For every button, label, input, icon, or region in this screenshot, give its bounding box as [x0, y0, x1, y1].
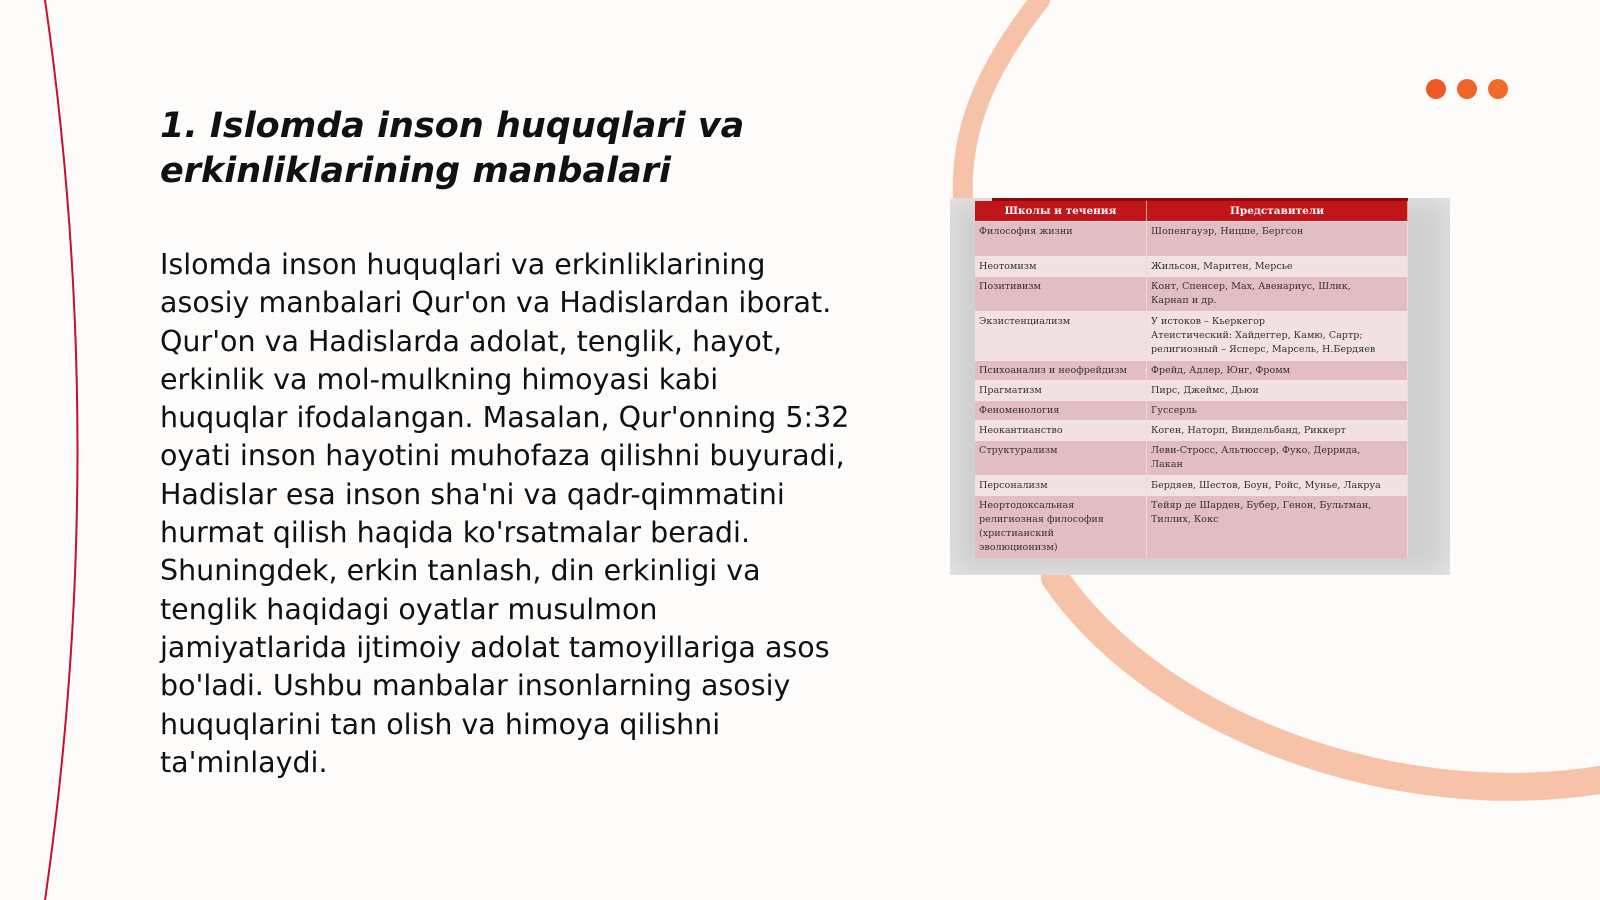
table-row: [975, 257, 1408, 277]
table-row: [975, 441, 1408, 476]
table-row: [975, 496, 1408, 559]
representatives-cell: Коген, Наторп, Виндельбанд, Риккерт: [1147, 421, 1408, 441]
slide-body-text: Islomda inson huquqlari va erkinliklarining asosiy manbalari Qur'on va Hadislardan iborat. Qur'on va Hadislarda adolat, tenglik, hayot, erkinlik va mol-mulkning himoyasi kabi huquqlar ifodalangan. Masalan, Qur'onning 5:32 oyati inson hayotini muhofaza qilishni buyuradi, Hadislar esa inson sha'ni va qadr-qimmatini hurmat qilish haqida ko'rsatmalar beradi. Shuningdek, erkin tanlash, din erkinligi va tenglik haqidagi oyatlar musulmon jamiyatlarida ijtimoiy adolat tamoyillariga asos bo'ladi. Ushbu manbalar insonlarning asosiy huquqlarini tan olish va himoya qilishni ta'minlaydi.: [160, 248, 850, 779]
representatives-cell: Тейяр де Шарден, Бубер, Генон, Бультман, Тиллих, Кокс: [1147, 496, 1408, 559]
slide-title-line-2: erkinliklarining manbalari: [160, 151, 671, 191]
school-cell: Феноменология: [975, 401, 1147, 421]
representatives-cell: Гуссерль: [1147, 401, 1408, 421]
representatives-cell: У истоков – Кьеркегор Атеистический: Хайдеггер, Камю, Сартр; религиозный – Ясперс, Марсель, Н.Бердяев: [1147, 312, 1408, 361]
school-cell: Неортодоксальная религиозная философия (христианский эволюционизм): [975, 496, 1147, 559]
table-row: [975, 476, 1408, 496]
peach-arc-lower: [1055, 578, 1600, 787]
left-accent-curve: [45, 0, 78, 900]
table-row: [975, 312, 1408, 361]
school-cell: Позитивизм: [975, 277, 1147, 312]
slide-title-line-1: 1. Islomda inson huquqlari va: [160, 106, 745, 146]
table-row: [975, 381, 1408, 401]
representatives-cell: Пирс, Джеймс, Дьюи: [1147, 381, 1408, 401]
slide-title: [160, 104, 880, 194]
school-cell: Экзистенциализм: [975, 312, 1147, 361]
school-cell: Неотомизм: [975, 257, 1147, 277]
table-header-row: [975, 201, 1408, 222]
representatives-cell: Шопенгауэр, Ницше, Бергсон: [1147, 222, 1408, 257]
table-row: [975, 361, 1408, 381]
school-cell: Неокантианство: [975, 421, 1147, 441]
dot-left: [1426, 79, 1446, 99]
menu-dots-icon: [1426, 79, 1508, 99]
header-schools: Школы и течения: [975, 201, 1147, 222]
school-cell: Персонализм: [975, 476, 1147, 496]
school-cell: Структурализм: [975, 441, 1147, 476]
representatives-cell: Конт, Спенсер, Мах, Авенариус, Шлик, Карнап и др.: [1147, 277, 1408, 312]
representatives-cell: Бердяев, Шестов, Боун, Ройс, Мунье, Лакруа: [1147, 476, 1408, 496]
philosophy-schools-table-image: [950, 198, 1450, 575]
dot-right: [1488, 79, 1508, 99]
table-row: [975, 401, 1408, 421]
representatives-cell: Фрейд, Адлер, Юнг, Фромм: [1147, 361, 1408, 381]
table-row: [975, 421, 1408, 441]
header-representatives: Представители: [1147, 201, 1408, 222]
representatives-cell: Леви-Стросс, Альтюссер, Фуко, Деррида, Лакан: [1147, 441, 1408, 476]
school-cell: Прагматизм: [975, 381, 1147, 401]
dot-middle: [1457, 79, 1477, 99]
representatives-cell: Жильсон, Маритен, Мерсье: [1147, 257, 1408, 277]
philosophy-schools-table: [975, 201, 1408, 558]
peach-arc-upper: [963, 0, 1040, 198]
school-cell: Философия жизни: [975, 222, 1147, 257]
table-row: [975, 277, 1408, 312]
school-cell: Психоанализ и неофрейдизм: [975, 361, 1147, 381]
table-row: [975, 222, 1408, 257]
